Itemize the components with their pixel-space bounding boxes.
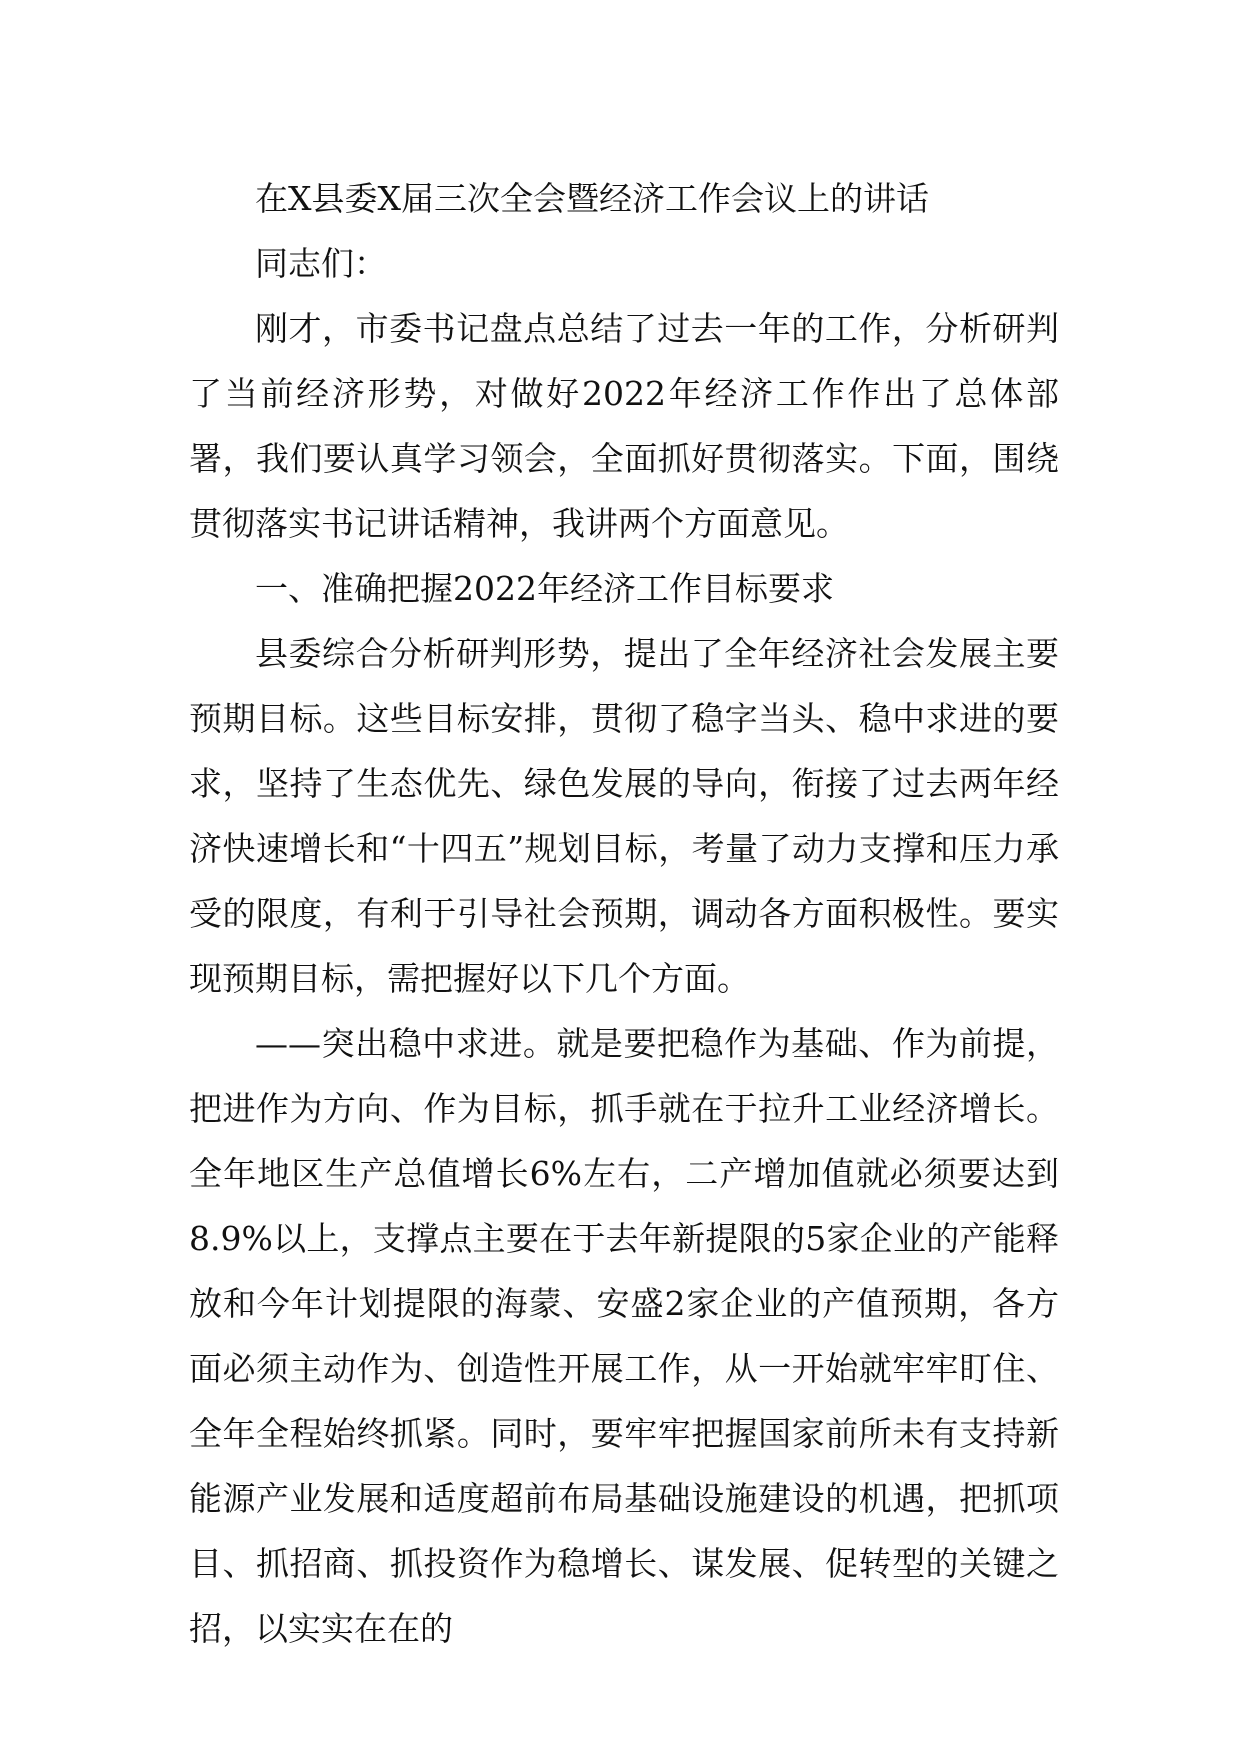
greeting: 同志们： <box>255 244 387 283</box>
speech-body <box>189 166 1059 1661</box>
paragraph-targets: 县委综合分析研判形势，提出了全年经济社会发展主要预期目标。这些目标安排，贯彻了稳字当头、稳中求进的要求，坚持了生态优先、绿色发展的导向，衔接了过去两年经济快速增长和“十四五”规划目标，考量了动力支撑和压力承受的限度，有利于引导社会预期，调动各方面积极性。要实现预期目标，需把握好以下几个方面。 <box>189 634 1059 998</box>
section-heading-1: 一、准确把握2022年经济工作目标要求 <box>255 569 834 608</box>
paragraph-stability: ——突出稳中求进。就是要把稳作为基础、作为前提，把进作为方向、作为目标，抓手就在于拉升工业经济增长。全年地区生产总值增长6%左右，二产增加值就必须要达到8.9%以上，支撑点主要在于去年新提限的5家企业的产能释放和今年计划提限的海蒙、安盛2家企业的产值预期，各方面必须主动作为、创造性开展工作，从一开始就牢牢盯住、全年全程始终抓紧。同时，要牢牢把握国家前所未有支持新能源产业发展和适度超前布局基础设施建设的机遇，把抓项目、抓招商、抓投资作为稳增长、谋发展、促转型的关键之招，以实实在在的 <box>189 1024 1059 1648</box>
paragraph-opening: 刚才，市委书记盘点总结了过去一年的工作，分析研判了当前经济形势，对做好2022年经济工作作出了总体部署，我们要认真学习领会，全面抓好贯彻落实。下面，围绕贯彻落实书记讲话精神，我讲两个方面意见。 <box>189 309 1059 543</box>
speech-title: 在X县委X届三次全会暨经济工作会议上的讲话 <box>255 179 929 218</box>
